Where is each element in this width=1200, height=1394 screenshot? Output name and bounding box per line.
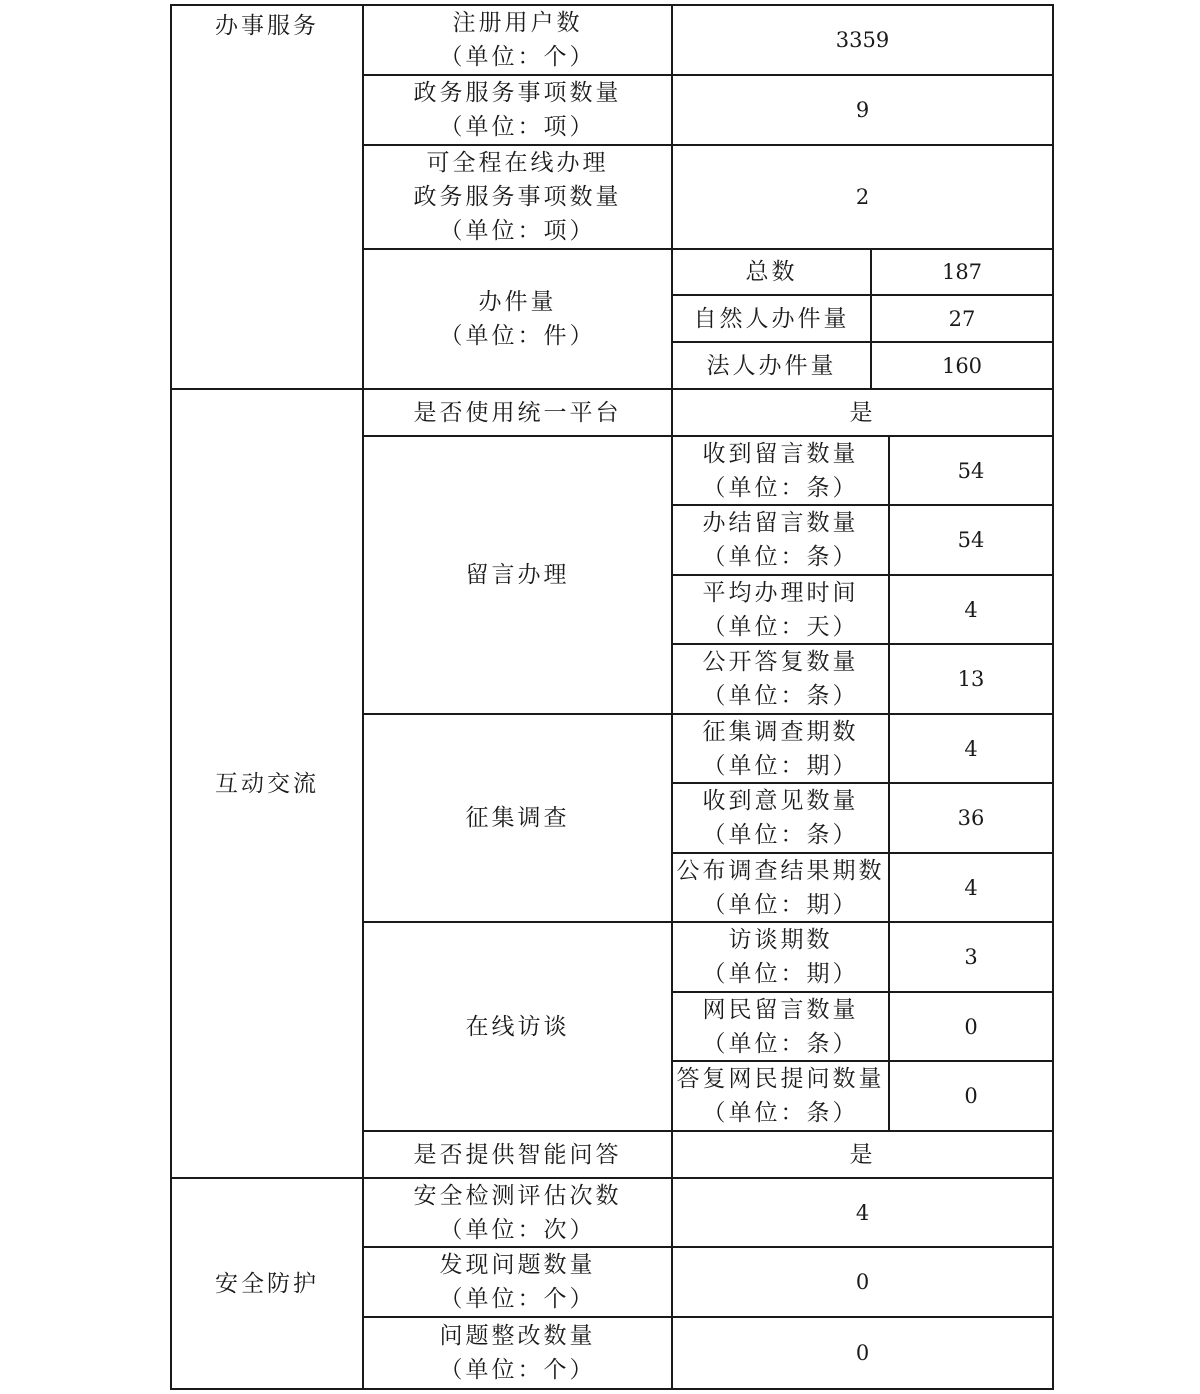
- security-issues-fixed-label: 问题整改数量 （单位：个）: [439, 1323, 596, 1383]
- messages-avg-time-value: 4: [964, 597, 978, 622]
- section-label-interaction: [172, 390, 362, 1177]
- section-label-text: 办事服务: [215, 13, 319, 39]
- survey-opinions-label: 收到意见数量 （单位：条）: [702, 788, 859, 848]
- service-items-label: 政务服务事项数量 （单位：项）: [413, 80, 622, 140]
- messages-avg-time-label: 平均办理时间 （单位：天）: [702, 579, 859, 640]
- table-border-right: [1052, 4, 1054, 1390]
- cases-natural-value: 27: [948, 306, 976, 331]
- registered-users-label: 注册用户数 （单位：个）: [439, 10, 596, 70]
- cases-legal-label: 法人办件量: [706, 352, 837, 379]
- security-issues-found-label: 发现问题数量 （单位：个）: [439, 1252, 596, 1312]
- interview-replies-label: 答复网民提问数量 （单位：条）: [676, 1066, 885, 1126]
- security-issues-fixed-value: 0: [855, 1341, 870, 1365]
- messages-closed-value: 54: [957, 528, 985, 552]
- security-issues-found-value: 0: [855, 1270, 870, 1294]
- table-border-bottom: [170, 1388, 1054, 1390]
- interview-periods-label: 访谈期数 （单位：期）: [702, 927, 859, 987]
- cases-total-value: 187: [941, 260, 983, 284]
- interview-replies-value: 0: [964, 1084, 978, 1108]
- messages-public-reply-value: 13: [957, 667, 985, 691]
- cases-natural-label: 自然人办件量: [693, 305, 850, 332]
- online-items-label: 可全程在线办理 政务服务事项数量 （单位：项）: [413, 150, 622, 244]
- messages-group-label: 留言办理: [465, 562, 570, 588]
- survey-opinions-value: 36: [957, 806, 985, 830]
- cases-legal-value: 160: [941, 353, 983, 378]
- section-label-service: [172, 6, 362, 46]
- messages-closed-label: 办结留言数量 （单位：条）: [702, 510, 859, 570]
- interview-group-label: 在线访谈: [465, 1013, 570, 1040]
- security-checks-value: 4: [855, 1200, 870, 1225]
- cases-total-label: 总数: [745, 259, 798, 285]
- security-checks-label: 安全检测评估次数 （单位：次）: [413, 1182, 622, 1243]
- survey-results-label: 公布调查结果期数 （单位：期）: [676, 857, 885, 918]
- section-label-text: 互动交流: [215, 770, 319, 797]
- section-label-text: 安全防护: [215, 1270, 319, 1297]
- interview-netizen-messages-label: 网民留言数量 （单位：条）: [702, 996, 859, 1057]
- survey-periods-label: 征集调查期数 （单位：期）: [702, 718, 859, 779]
- interview-netizen-messages-value: 0: [964, 1014, 978, 1039]
- smart-qa-value: 是: [849, 1141, 876, 1168]
- interview-periods-value: 3: [964, 945, 978, 969]
- unified-platform-label: 是否使用统一平台: [413, 399, 622, 426]
- survey-group-label: 征集调查: [465, 805, 570, 831]
- survey-periods-value: 4: [964, 736, 978, 761]
- service-items-value: 9: [855, 98, 870, 122]
- survey-results-value: 4: [964, 875, 978, 900]
- messages-received-label: 收到留言数量 （单位：条）: [702, 440, 859, 501]
- smart-qa-label: 是否提供智能问答: [413, 1141, 622, 1168]
- cases-label: 办件量 （单位：件）: [439, 289, 596, 349]
- section-label-security: [172, 1179, 362, 1388]
- messages-received-value: 54: [957, 458, 985, 483]
- registered-users-value: 3359: [835, 28, 890, 52]
- unified-platform-value: 是: [849, 399, 876, 426]
- online-items-value: 2: [855, 185, 870, 209]
- messages-public-reply-label: 公开答复数量 （单位：条）: [702, 649, 859, 709]
